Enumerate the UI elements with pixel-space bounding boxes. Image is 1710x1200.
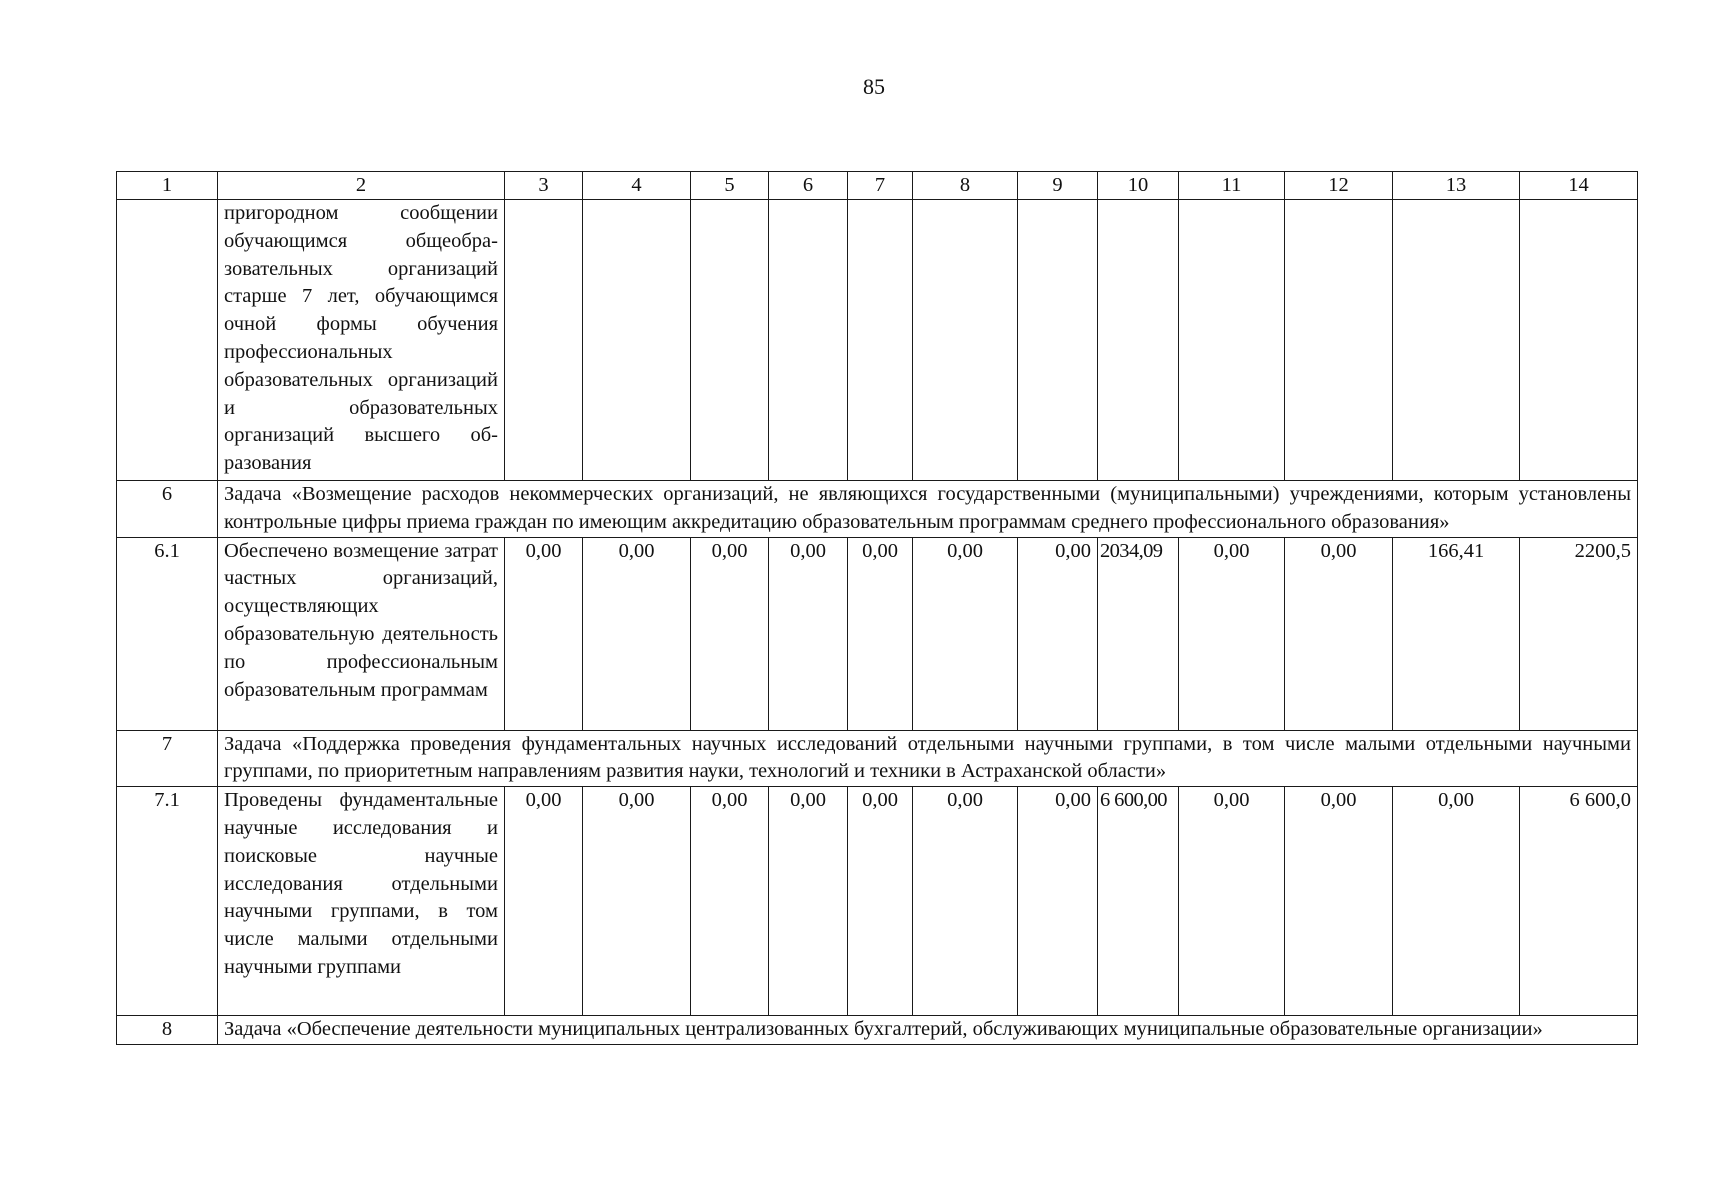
value-cell: 0,00 <box>769 537 848 730</box>
task-row <box>117 1016 1638 1045</box>
value-cell: 0,00 <box>1393 787 1520 1016</box>
task-number: 8 <box>117 1016 218 1045</box>
value-cell <box>769 200 848 481</box>
value-cell <box>583 200 691 481</box>
value-cell: 0,00 <box>691 537 769 730</box>
task-number: 6 <box>117 481 218 538</box>
header-cell: 13 <box>1393 172 1520 200</box>
table-row <box>117 537 1638 730</box>
value-cell <box>1018 200 1098 481</box>
value-cell: 0,00 <box>1018 787 1098 1016</box>
value-cell: 0,00 <box>583 537 691 730</box>
task-description: Задача «Обеспечение деятельности муниципальных централизованных бухгалтерий, обслуживающих муниципальные образовательные организации» <box>218 1016 1638 1045</box>
value-cell: 0,00 <box>505 787 583 1016</box>
header-cell: 12 <box>1285 172 1393 200</box>
header-cell: 1 <box>117 172 218 200</box>
header-cell: 11 <box>1179 172 1285 200</box>
value-cell <box>1520 200 1638 481</box>
row-description: Проведены фундаментальные научные исследования и поисковые научные исследования отдельными научными группами, в том числе малыми отдельными научными группами <box>218 787 505 1016</box>
value-cell: 0,00 <box>583 787 691 1016</box>
header-row <box>117 172 1638 200</box>
value-cell: 0,00 <box>848 787 913 1016</box>
value-cell: 0,00 <box>691 787 769 1016</box>
value-cell: 0,00 <box>1179 787 1285 1016</box>
header-cell: 8 <box>913 172 1018 200</box>
header-cell: 6 <box>769 172 848 200</box>
value-cell: 0,00 <box>505 537 583 730</box>
value-cell: 0,00 <box>1285 787 1393 1016</box>
header-cell: 5 <box>691 172 769 200</box>
task-number: 7 <box>117 730 218 787</box>
value-cell: 0,00 <box>848 537 913 730</box>
value-cell: 0,00 <box>1179 537 1285 730</box>
value-cell <box>505 200 583 481</box>
budget-table <box>116 171 1638 1045</box>
value-cell: 6 600,0 <box>1520 787 1638 1016</box>
page-number: 85 <box>863 74 885 99</box>
value-cell: 0,00 <box>913 537 1018 730</box>
value-cell <box>1393 200 1520 481</box>
header-cell: 14 <box>1520 172 1638 200</box>
row-description: Обеспечено возмещение затрат частных организаций, осуществляющих образовательную деятельность по профессиональным образовательным программам <box>218 537 505 730</box>
table-row <box>117 200 1638 481</box>
header-cell: 3 <box>505 172 583 200</box>
value-cell: 0,00 <box>1018 537 1098 730</box>
table-row <box>117 787 1638 1016</box>
header-cell: 10 <box>1098 172 1179 200</box>
row-number: 6.1 <box>117 537 218 730</box>
header-cell: 4 <box>583 172 691 200</box>
task-row <box>117 730 1638 787</box>
header-cell: 2 <box>218 172 505 200</box>
header-cell: 7 <box>848 172 913 200</box>
value-cell: 2200,5 <box>1520 537 1638 730</box>
value-cell: 2034,09 <box>1098 537 1179 730</box>
value-cell <box>1098 200 1179 481</box>
value-cell: 0,00 <box>1285 537 1393 730</box>
value-cell: 166,41 <box>1393 537 1520 730</box>
value-cell <box>913 200 1018 481</box>
value-cell: 0,00 <box>769 787 848 1016</box>
task-description: Задача «Поддержка проведения фундаментальных научных исследований отдельными научными группами, в том числе малыми отдельными научными группами, по приоритетным направлениям развития науки, технологий и техники в Астраханской области» <box>218 730 1638 787</box>
row-number: 7.1 <box>117 787 218 1016</box>
value-cell: 6 600,00 <box>1098 787 1179 1016</box>
value-cell: 0,00 <box>913 787 1018 1016</box>
value-cell <box>1179 200 1285 481</box>
value-cell <box>848 200 913 481</box>
task-description: Задача «Возмещение расходов некоммерческих организаций, не являющихся государственными (муниципальными) учреждениями, которым установлены контрольные цифры приема граждан по имеющим аккредитацию образовательным программам среднего профессионального образования» <box>218 481 1638 538</box>
row-number <box>117 200 218 481</box>
header-cell: 9 <box>1018 172 1098 200</box>
value-cell <box>1285 200 1393 481</box>
task-row <box>117 481 1638 538</box>
value-cell <box>691 200 769 481</box>
row-description: пригородном сообщении обучающимся общеобразовательных организаций старше 7 лет, обучающимся очной формы обучения профессиональных образовательных организаций и образовательных организаций высшего образования <box>218 200 505 481</box>
